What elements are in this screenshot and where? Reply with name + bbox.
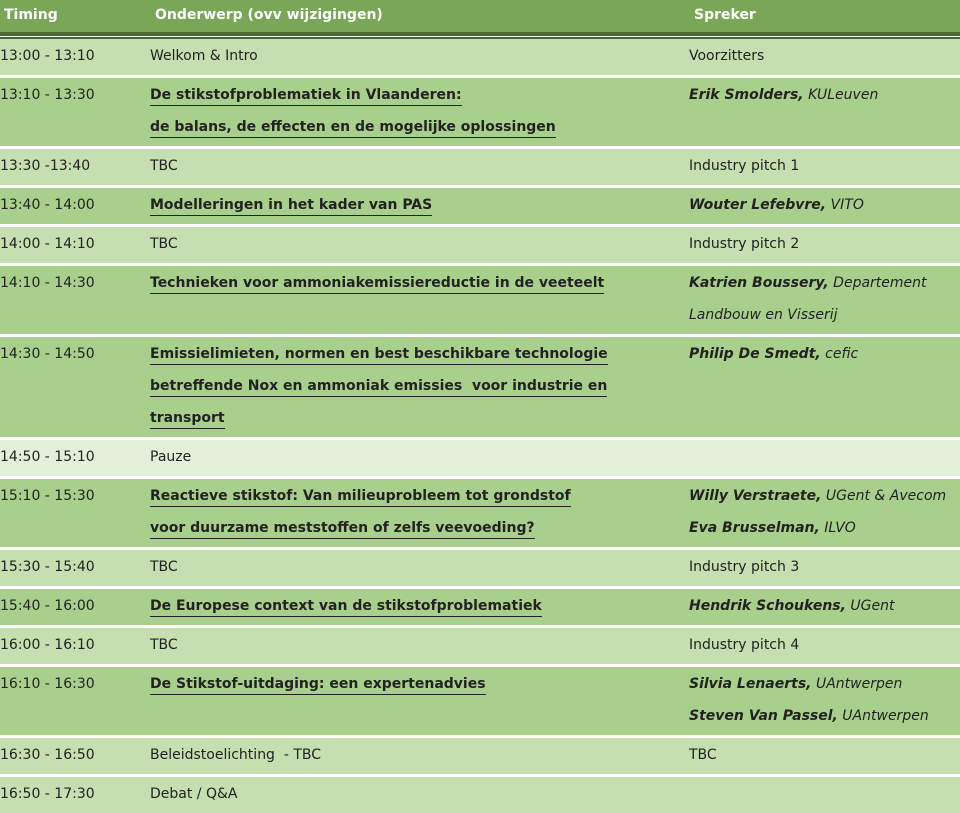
speaker-cell [689,440,960,476]
timing-cell [0,550,150,586]
table-row [0,334,960,437]
table-row [0,36,960,75]
topic-title: Reactieve stikstof: Van milieuprobleem tot grondstof [150,488,571,507]
timing-text: 14:10 - 14:30 [0,275,95,291]
table-row [0,586,960,625]
timing-text: 15:40 - 16:00 [0,598,95,614]
speaker-org: cefic [820,346,859,362]
topic-title: Modelleringen in het kader van PAS [150,197,432,216]
topic-line-wrap [150,43,689,75]
topic-line-wrap [150,671,689,703]
topic-text: TBC [150,158,178,174]
topic-title: de balans, de effecten en de mogelijke oplossingen [150,119,556,138]
speaker-line [689,82,960,114]
topic-line-wrap [150,554,689,586]
speaker-line [689,671,960,703]
topic-text: TBC [150,559,178,575]
speaker-cell [689,738,960,774]
timing-text: 13:40 - 14:00 [0,197,95,213]
speaker-line [689,43,960,75]
table-row [0,437,960,476]
speaker-org: KULeuven [803,87,879,103]
topic-line-wrap [150,515,689,547]
topic-text: TBC [150,637,178,653]
table-row [0,263,960,334]
speaker-org: UAntwerpen [837,708,929,724]
topic-cell [150,39,689,75]
timing-cell [0,589,150,625]
timing-text: 16:30 - 16:50 [0,747,95,763]
table-row [0,185,960,224]
table-header [0,0,960,36]
timing-cell [0,738,150,774]
timing-text: 16:00 - 16:10 [0,637,95,653]
topic-cell [150,337,689,437]
table-body [0,36,960,813]
speaker-line [689,742,960,774]
topic-cell [150,550,689,586]
topic-line-wrap [150,742,689,774]
speaker-cell [689,78,960,146]
timing-text: 13:30 -13:40 [0,158,91,174]
topic-title: transport [150,410,225,429]
topic-line-wrap [150,114,689,146]
table-row [0,774,960,813]
topic-line-wrap [150,270,689,302]
speaker-line [689,703,960,735]
topic-cell [150,479,689,547]
speaker-org: Departement [828,275,927,291]
topic-line-wrap [150,405,689,437]
timing-cell [0,188,150,224]
topic-cell [150,149,689,185]
speaker-cell [689,227,960,263]
topic-text: TBC [150,236,178,252]
timing-text: 13:10 - 13:30 [0,87,95,103]
table-row [0,476,960,547]
speaker-org: VITO [826,197,864,213]
topic-cell [150,738,689,774]
speaker-cell [689,479,960,547]
speaker-name: Katrien Boussery, [689,275,829,291]
speaker-cell [689,266,960,334]
speaker-cell [689,188,960,224]
topic-cell [150,628,689,664]
timing-text: 14:50 - 15:10 [0,449,95,465]
speaker-line [689,270,960,302]
speaker-cell [689,628,960,664]
topic-text: Welkom & Intro [150,48,258,64]
speaker-text: Industry pitch 2 [689,236,800,252]
timing-cell [0,440,150,476]
speaker-text: Voorzitters [689,48,765,64]
topic-cell [150,667,689,735]
speaker-line [689,554,960,586]
timing-cell [0,227,150,263]
topic-title: Emissielimieten, normen en best beschikbare technologie [150,346,608,365]
topic-title: De Europese context van de stikstofproblematiek [150,598,542,617]
speaker-org: ILVO [819,520,856,536]
topic-title: De stikstofproblematiek in Vlaanderen: [150,87,462,106]
topic-cell [150,777,689,813]
speaker-cell [689,550,960,586]
timing-text: 14:00 - 14:10 [0,236,95,252]
timing-cell [0,39,150,75]
topic-cell [150,78,689,146]
topic-text: Debat / Q&A [150,786,238,802]
topic-line-wrap [150,444,689,476]
topic-title: voor duurzame meststoffen of zelfs veevoeding? [150,520,535,539]
speaker-cell [689,667,960,735]
speaker-cell [689,39,960,75]
speaker-cell [689,777,960,813]
speaker-line [689,302,960,334]
table-row [0,146,960,185]
timing-text: 16:10 - 16:30 [0,676,95,692]
speaker-org: UGent [845,598,895,614]
speaker-line [689,632,960,664]
speaker-org: UAntwerpen [811,676,903,692]
topic-line-wrap [150,153,689,185]
speaker-text: TBC [689,747,717,763]
timing-cell [0,777,150,813]
topic-title: Technieken voor ammoniakemissiereductie in de veeteelt [150,275,604,294]
speaker-name: Eva Brusselman, [689,520,820,536]
speaker-text: Industry pitch 3 [689,559,800,575]
speaker-org: UGent & Avecom [821,488,947,504]
speaker-line [689,483,960,515]
timing-text: 15:10 - 15:30 [0,488,95,504]
speaker-name: Silvia Lenaerts, [689,676,812,692]
topic-cell [150,440,689,476]
speaker-name: Philip De Smedt, [689,346,821,362]
table-row [0,224,960,263]
timing-cell [0,667,150,735]
topic-cell [150,188,689,224]
timing-cell [0,337,150,437]
speaker-name: Willy Verstraete, [689,488,822,504]
header-speaker: Spreker [694,7,756,23]
speaker-line [689,153,960,185]
table-row [0,625,960,664]
speaker-text: Industry pitch 1 [689,158,800,174]
topic-title: betreffende Nox en ammoniak emissies voor industrie en [150,378,607,397]
timing-text: 14:30 - 14:50 [0,346,95,362]
table-row [0,547,960,586]
topic-line-wrap [150,373,689,405]
topic-line-wrap [150,632,689,664]
timing-cell [0,149,150,185]
topic-line-wrap [150,82,689,114]
topic-line-wrap [150,593,689,625]
topic-title: De Stikstof-uitdaging: een expertenadvies [150,676,486,695]
topic-line-wrap [150,781,689,813]
speaker-cell [689,149,960,185]
topic-text: Pauze [150,449,192,465]
topic-line-wrap [150,231,689,263]
speaker-cell [689,337,960,437]
table-row [0,664,960,735]
topic-cell [150,266,689,334]
speaker-line [689,192,960,224]
header-timing: Timing [4,7,58,23]
topic-cell [150,589,689,625]
topic-text: Beleidstoelichting - TBC [150,747,322,763]
speaker-name: Steven Van Passel, [689,708,838,724]
table-row [0,75,960,146]
speaker-name: Hendrik Schoukens, [689,598,846,614]
timing-cell [0,266,150,334]
speaker-cell [689,589,960,625]
speaker-text: Industry pitch 4 [689,637,800,653]
timing-cell [0,628,150,664]
timing-text: 15:30 - 15:40 [0,559,95,575]
timing-text: 16:50 - 17:30 [0,786,95,802]
topic-line-wrap [150,192,689,224]
speaker-line [689,593,960,625]
header-topic: Onderwerp (ovv wijzigingen) [155,7,383,23]
timing-text: 13:00 - 13:10 [0,48,95,64]
speaker-name: Wouter Lefebvre, [689,197,827,213]
speaker-name: Erik Smolders, [689,87,804,103]
speaker-line [689,515,960,547]
topic-cell [150,227,689,263]
timing-cell [0,479,150,547]
speaker-org: Landbouw en Visserij [689,307,838,323]
table-row [0,735,960,774]
timing-cell [0,78,150,146]
speaker-line [689,231,960,263]
topic-line-wrap [150,341,689,373]
speaker-line [689,341,960,373]
topic-line-wrap [150,483,689,515]
